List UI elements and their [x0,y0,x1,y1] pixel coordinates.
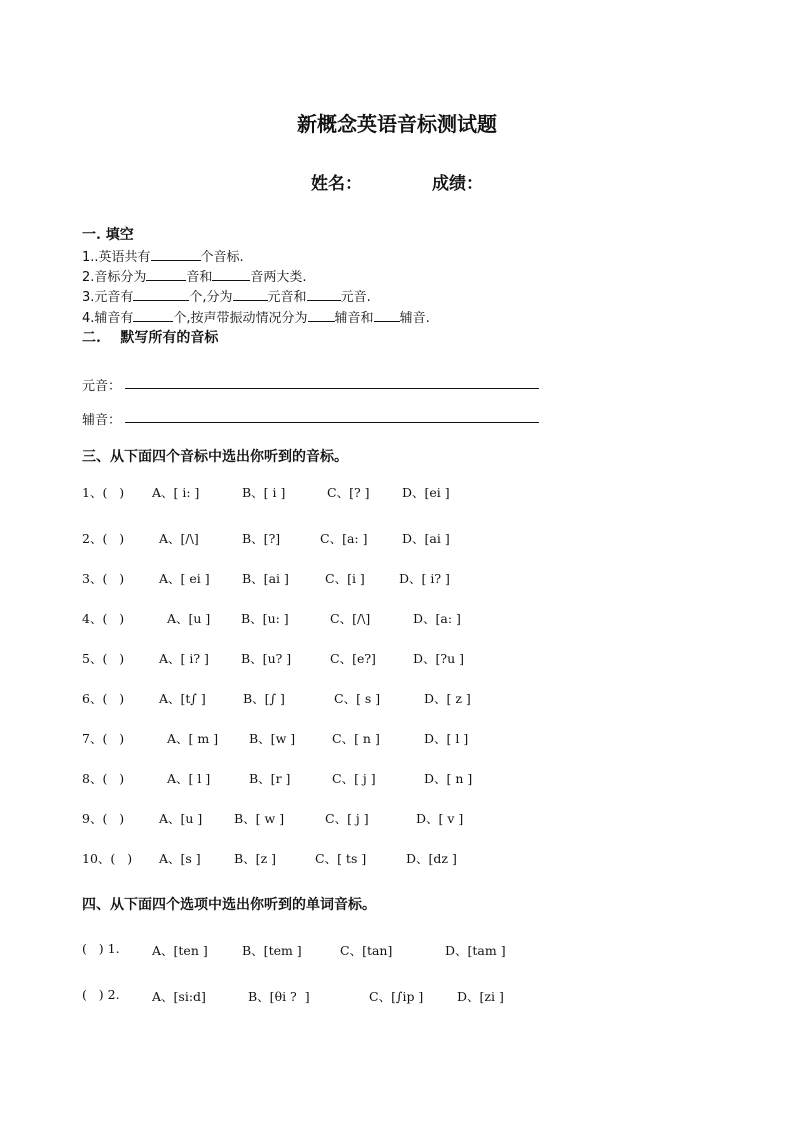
answer-option[interactable]: D、[ei ] [402,485,450,500]
consonant-answer-line[interactable] [125,422,539,423]
consonant-label: 辅音： [82,413,122,428]
question-number: 8、( ) [82,771,125,786]
answer-option[interactable]: B、[ai ] [242,571,289,586]
fill-blank[interactable] [308,309,335,322]
name-label: 姓名： [311,174,362,194]
answer-option[interactable]: C、[e?] [330,651,376,666]
fill-line-3 [82,286,371,305]
answer-option[interactable]: C、[∫ip ] [369,989,424,1004]
fill-blank[interactable] [307,288,341,301]
section4-heading: 四、从下面四个选项中选出你听到的单词音标。 [82,897,376,913]
question-number: 9、( ) [82,811,125,826]
answer-option[interactable]: A、[ ei ] [159,571,210,586]
fill-blank[interactable] [133,288,189,301]
section2-heading: 二. 默写所有的音标 [82,330,219,346]
answer-option[interactable]: B、[?] [242,531,281,546]
fill-text: 个,分为 [189,290,233,305]
answer-option[interactable]: D、[ l ] [424,731,469,746]
question-number: 1、( ) [82,485,125,500]
answer-option[interactable]: A、[/\] [159,531,199,546]
answer-option[interactable]: D、[ z ] [424,691,471,706]
answer-option[interactable]: A、[t∫ ] [159,691,206,706]
section1-heading: 一. 填空 [82,227,134,243]
answer-option[interactable]: D、[?u ] [413,651,465,666]
question-number: 2、( ) [82,531,125,546]
fill-text: 元音. [340,290,371,305]
answer-option[interactable]: C、[ j ] [325,811,369,826]
answer-option[interactable]: D、[ v ] [416,811,464,826]
answer-option[interactable]: D、[ai ] [402,531,450,546]
fill-line-1 [82,246,244,265]
fill-text: 4.辅音有 [82,311,134,326]
question-number: 6、( ) [82,691,125,706]
answer-option[interactable]: B、[ i ] [242,485,286,500]
fill-text: 个,按声带振动情况分为 [173,311,308,326]
fill-text: 音和 [186,270,213,285]
answer-option[interactable]: C、[? ] [327,485,370,500]
question-number: 7、( ) [82,731,125,746]
answer-option[interactable]: A、[si:d] [152,989,206,1004]
score-label: 成绩： [432,174,483,194]
answer-option[interactable]: D、[tam ] [445,943,506,958]
question-number: ( ) 1. [82,941,120,956]
answer-option[interactable]: C、[ n ] [332,731,380,746]
vowel-label: 元音： [82,379,122,394]
answer-option[interactable]: A、[ m ] [167,731,219,746]
answer-option[interactable]: C、[i ] [325,571,365,586]
answer-option[interactable]: C、[ j ] [332,771,376,786]
fill-line-2 [82,266,307,285]
fill-blank[interactable] [151,248,201,261]
fill-text: 元音和 [267,290,307,305]
fill-blank[interactable] [374,309,400,322]
answer-option[interactable]: B、[ w ] [234,811,285,826]
fill-blank[interactable] [212,268,250,281]
page-title: 新概念英语音标测试题 [297,112,497,136]
answer-option[interactable]: C、[ ts ] [315,851,367,866]
fill-text: 音两大类. [250,270,307,285]
answer-option[interactable]: B、[z ] [234,851,276,866]
answer-option[interactable]: B、[∫ ] [243,691,285,706]
answer-option[interactable]: A、[ l ] [167,771,211,786]
answer-option[interactable]: A、[ i? ] [159,651,209,666]
answer-option[interactable]: A、[ i: ] [152,485,200,500]
answer-option[interactable]: C、[tan] [340,943,393,958]
answer-option[interactable]: D、[dz ] [406,851,457,866]
question-number: 3、( ) [82,571,125,586]
fill-blank[interactable] [133,309,173,322]
question-number: 10、( ) [82,851,133,866]
answer-option[interactable]: B、[θi ? ] [248,989,310,1004]
answer-option[interactable]: D、[ i? ] [399,571,450,586]
answer-option[interactable]: D、[a: ] [413,611,461,626]
answer-option[interactable]: B、[u: ] [241,611,289,626]
answer-option[interactable]: B、[u? ] [241,651,292,666]
question-number: ( ) 2. [82,987,120,1002]
fill-blank[interactable] [146,268,186,281]
answer-option[interactable]: A、[s ] [159,851,201,866]
answer-option[interactable]: D、[ n ] [424,771,473,786]
fill-blank[interactable] [233,288,268,301]
answer-option[interactable]: C、[ s ] [334,691,381,706]
answer-option[interactable]: D、[zi ] [457,989,504,1004]
answer-option[interactable]: B、[tem ] [242,943,302,958]
fill-text: 3.元音有 [82,290,134,305]
question-number: 4、( ) [82,611,125,626]
answer-option[interactable]: C、[/\] [330,611,371,626]
fill-line-4 [82,307,430,326]
fill-text: 辅音. [399,311,430,326]
answer-option[interactable]: A、[u ] [159,811,203,826]
section3-heading: 三、从下面四个音标中选出你听到的音标。 [82,449,348,465]
answer-option[interactable]: A、[u ] [167,611,211,626]
fill-text: 1..英语共有 [82,250,151,265]
answer-option[interactable]: A、[ten ] [152,943,208,958]
answer-option[interactable]: B、[r ] [249,771,291,786]
fill-text: 辅音和 [334,311,374,326]
answer-option[interactable]: C、[a: ] [320,531,368,546]
question-number: 5、( ) [82,651,125,666]
answer-option[interactable]: B、[w ] [249,731,296,746]
fill-text: 2.音标分为 [82,270,147,285]
vowel-answer-line[interactable] [125,388,539,389]
fill-text: 个音标. [200,250,244,265]
